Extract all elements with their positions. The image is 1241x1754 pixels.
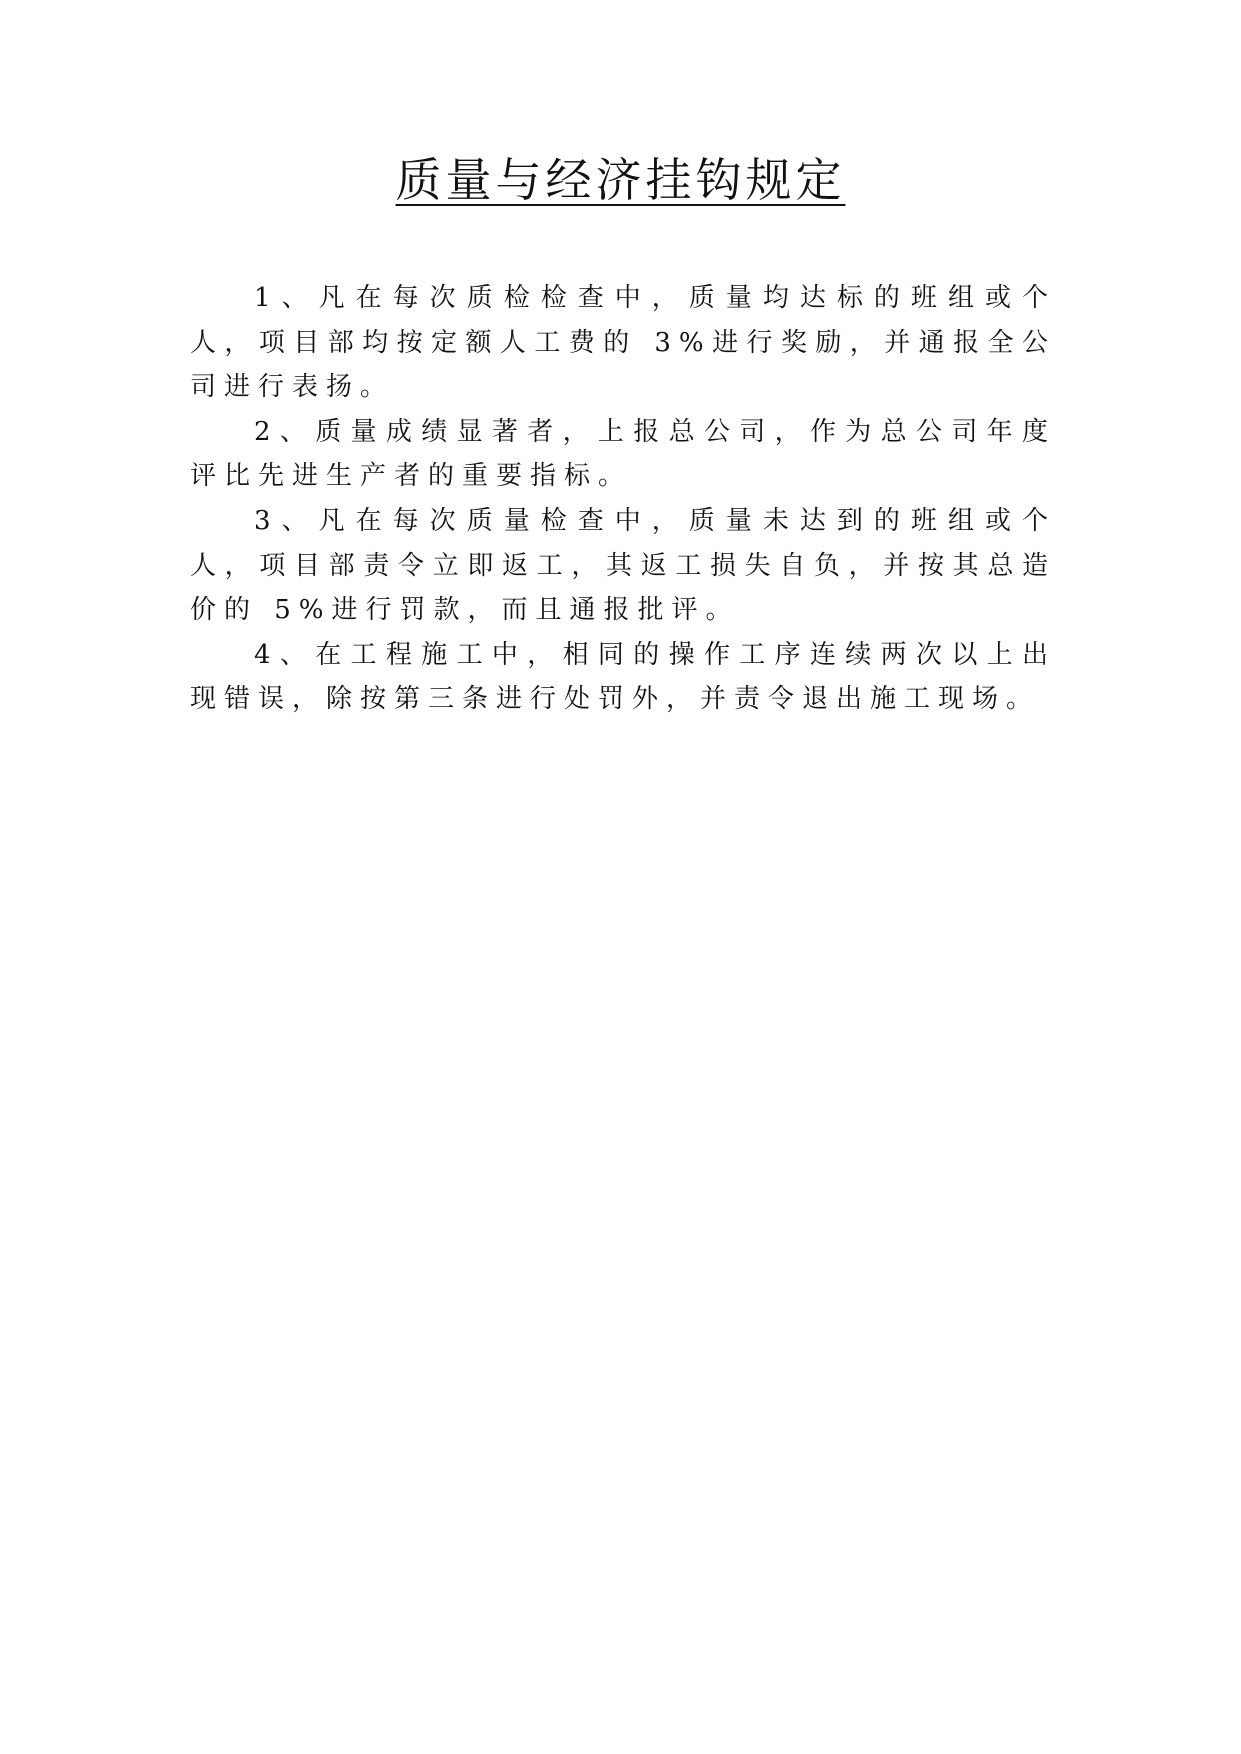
document-title	[0, 150, 1241, 210]
document-body	[190, 276, 1056, 722]
paragraph-3: 3、凡在每次质量检查中，质量未达到的班组或个人，项目部责令立即返工，其返工损失自负，并按其总造价的 5%进行罚款，而且通报批评。	[190, 505, 1056, 626]
document-title-text: 质量与经济挂钩规定	[395, 153, 846, 207]
paragraph-4: 4、在工程施工中，相同的操作工序连续两次以上出现错误，除按第三条进行处罚外，并责令退出施工现场。	[190, 639, 1056, 715]
paragraph-1: 1、凡在每次质检检查中，质量均达标的班组或个人，项目部均按定额人工费的 3%进行奖励，并通报全公司进行表扬。	[190, 283, 1056, 403]
paragraph-2: 2、质量成绩显著者，上报总公司，作为总公司年度评比先进生产者的重要指标。	[190, 416, 1056, 492]
